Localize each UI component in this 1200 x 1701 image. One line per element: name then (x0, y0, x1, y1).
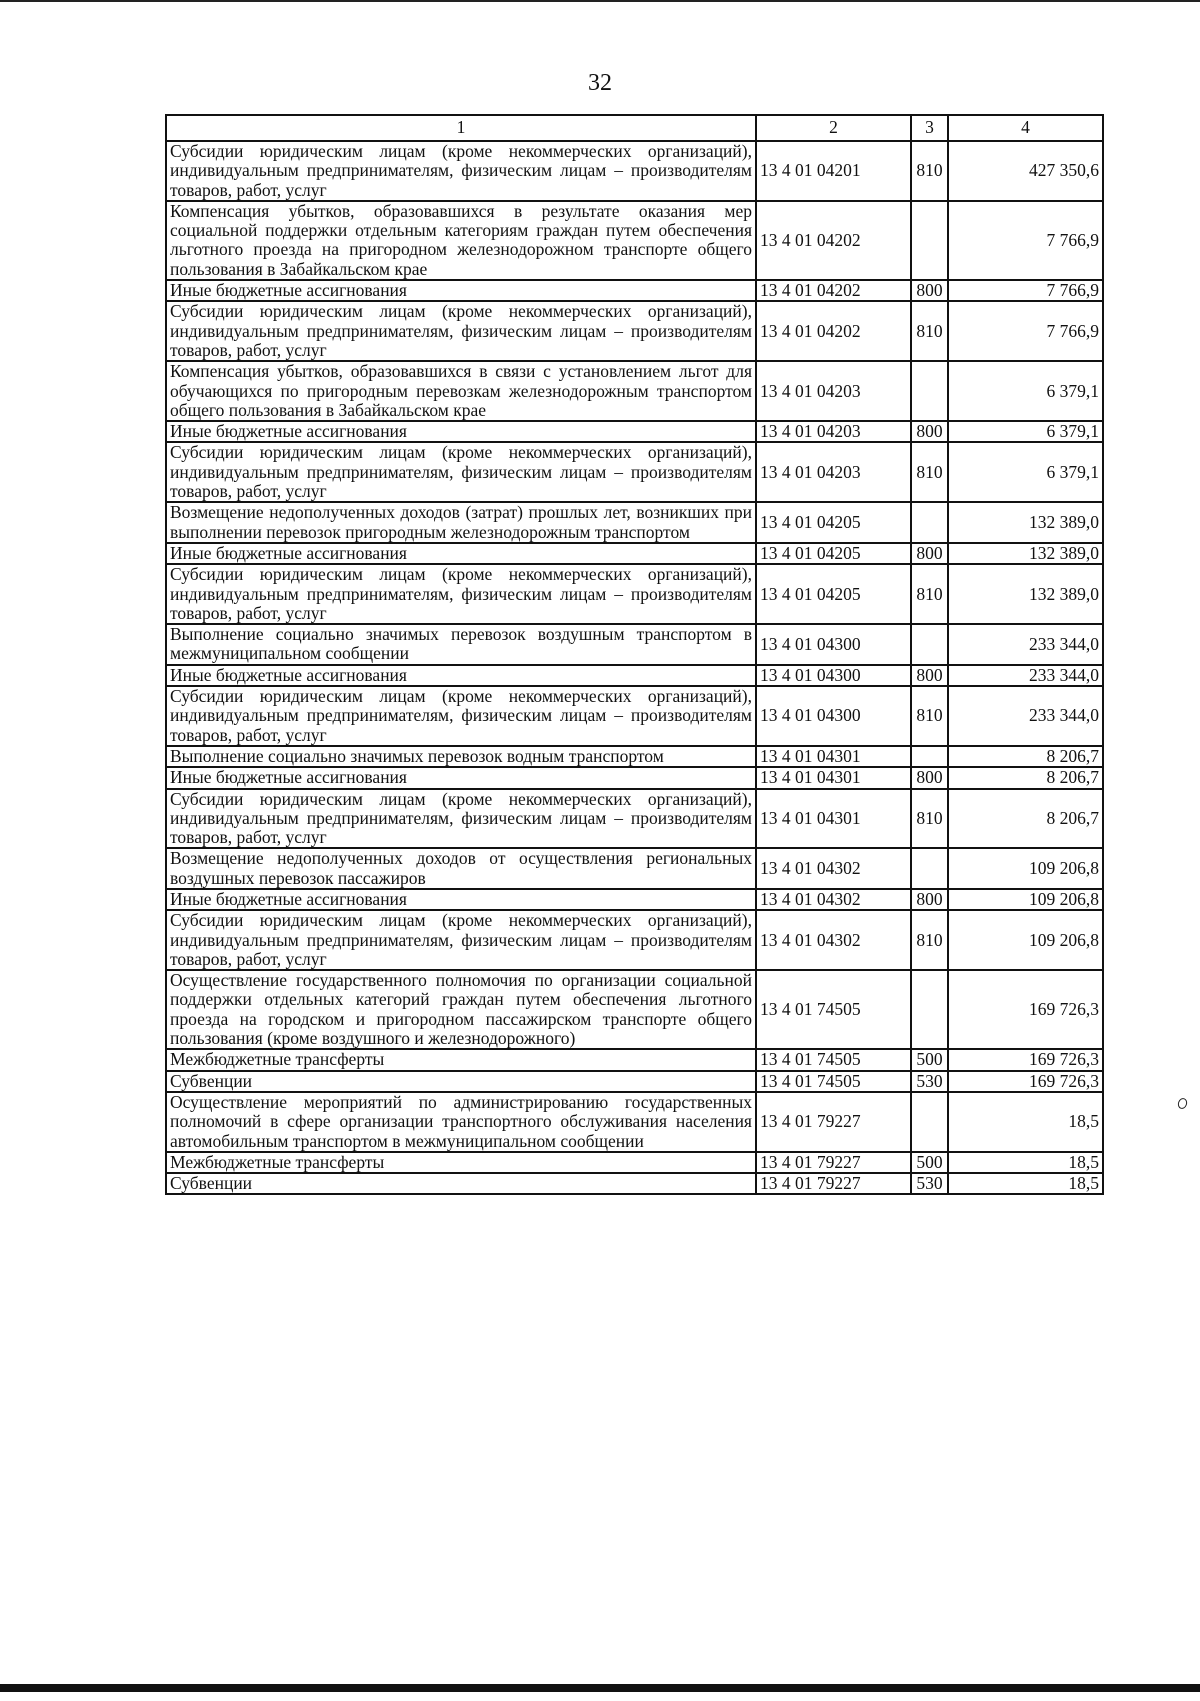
row-sum-cell: 8 206,7 (948, 746, 1103, 767)
row-sum-cell: 109 206,8 (948, 889, 1103, 910)
row-type-cell: 500 (911, 1049, 948, 1070)
row-name-cell: Субсидии юридическим лицам (кроме некоммерческих организаций), индивидуальным предпринимателям, физическим лицам – производителям товаров, работ, услуг (166, 686, 756, 746)
row-name-cell: Выполнение социально значимых перевозок водным транспортом (166, 746, 756, 767)
table-row (166, 1092, 1103, 1152)
row-sum-cell: 109 206,8 (948, 910, 1103, 970)
row-sum-cell: 233 344,0 (948, 686, 1103, 746)
row-code-cell: 13 4 01 04300 (756, 686, 911, 746)
row-code-cell: 13 4 01 04205 (756, 564, 911, 624)
row-type-cell (911, 1092, 948, 1152)
table-row (166, 361, 1103, 421)
row-code-cell: 13 4 01 74505 (756, 970, 911, 1049)
row-type-cell (911, 848, 948, 889)
row-name-cell: Компенсация убытков, образовавшихся в связи с установлением льгот для обучающихся по пригородным перевозкам железнодорожным транспортом общего пользования в Забайкальском крае (166, 361, 756, 421)
scan-edge-top (0, 0, 1200, 2)
table-header-row (166, 115, 1103, 141)
row-name-cell: Иные бюджетные ассигнования (166, 889, 756, 910)
row-code-cell: 13 4 01 04203 (756, 442, 911, 502)
table-row (166, 141, 1103, 201)
row-sum-cell: 233 344,0 (948, 624, 1103, 665)
header-cell-code: 2 (756, 115, 911, 141)
row-sum-cell: 233 344,0 (948, 665, 1103, 686)
row-name-cell: Возмещение недополученных доходов (затрат) прошлых лет, возникших при выполнении перевозок пригородным железнодорожным транспортом (166, 502, 756, 543)
row-sum-cell: 132 389,0 (948, 502, 1103, 543)
row-name-cell: Субвенции (166, 1173, 756, 1194)
row-code-cell: 13 4 01 04301 (756, 746, 911, 767)
table-row (166, 889, 1103, 910)
row-type-cell (911, 502, 948, 543)
table-row (166, 1071, 1103, 1092)
row-sum-cell: 18,5 (948, 1173, 1103, 1194)
row-code-cell: 13 4 01 04203 (756, 421, 911, 442)
row-type-cell: 530 (911, 1173, 948, 1194)
table-row (166, 1152, 1103, 1173)
row-name-cell: Возмещение недополученных доходов от осуществления региональных воздушных перевозок пассажиров (166, 848, 756, 889)
row-code-cell: 13 4 01 04302 (756, 889, 911, 910)
row-type-cell: 810 (911, 301, 948, 361)
row-sum-cell: 6 379,1 (948, 361, 1103, 421)
header-cell-name: 1 (166, 115, 756, 141)
row-type-cell: 800 (911, 665, 948, 686)
row-code-cell: 13 4 01 04201 (756, 141, 911, 201)
budget-table (165, 114, 1104, 1195)
row-type-cell: 810 (911, 910, 948, 970)
row-code-cell: 13 4 01 04301 (756, 789, 911, 849)
row-sum-cell: 109 206,8 (948, 848, 1103, 889)
table-row (166, 767, 1103, 788)
row-type-cell (911, 361, 948, 421)
row-name-cell: Компенсация убытков, образовавшихся в результате оказания мер социальной поддержки отдельным категориям граждан путем обеспечения льготного проезда на пригородном железнодорожном транспорте общего пользования в Забайкальском крае (166, 201, 756, 280)
page-number: 32 (588, 70, 612, 96)
row-name-cell: Субвенции (166, 1071, 756, 1092)
row-sum-cell: 169 726,3 (948, 1049, 1103, 1070)
row-sum-cell: 169 726,3 (948, 1071, 1103, 1092)
row-code-cell: 13 4 01 04300 (756, 624, 911, 665)
row-sum-cell: 8 206,7 (948, 767, 1103, 788)
table-row (166, 301, 1103, 361)
row-type-cell: 800 (911, 543, 948, 564)
row-name-cell: Межбюджетные трансферты (166, 1152, 756, 1173)
table-row (166, 665, 1103, 686)
row-name-cell: Иные бюджетные ассигнования (166, 665, 756, 686)
row-name-cell: Субсидии юридическим лицам (кроме некоммерческих организаций), индивидуальным предпринимателям, физическим лицам – производителям товаров, работ, услуг (166, 301, 756, 361)
table-row (166, 789, 1103, 849)
row-name-cell: Субсидии юридическим лицам (кроме некоммерческих организаций), индивидуальным предпринимателям, физическим лицам – производителям товаров, работ, услуг (166, 141, 756, 201)
row-type-cell: 500 (911, 1152, 948, 1173)
table-row (166, 624, 1103, 665)
row-sum-cell: 18,5 (948, 1152, 1103, 1173)
row-name-cell: Межбюджетные трансферты (166, 1049, 756, 1070)
row-type-cell: 810 (911, 686, 948, 746)
row-code-cell: 13 4 01 04302 (756, 848, 911, 889)
row-code-cell: 13 4 01 79227 (756, 1173, 911, 1194)
table-row (166, 1049, 1103, 1070)
table-row (166, 1173, 1103, 1194)
row-sum-cell: 132 389,0 (948, 564, 1103, 624)
row-type-cell: 810 (911, 141, 948, 201)
row-type-cell: 810 (911, 789, 948, 849)
table-row (166, 502, 1103, 543)
row-code-cell: 13 4 01 04300 (756, 665, 911, 686)
table-row (166, 543, 1103, 564)
row-type-cell: 800 (911, 280, 948, 301)
row-type-cell (911, 970, 948, 1049)
header-cell-sum: 4 (948, 115, 1103, 141)
row-code-cell: 13 4 01 04202 (756, 301, 911, 361)
row-type-cell (911, 624, 948, 665)
row-code-cell: 13 4 01 04202 (756, 201, 911, 280)
table-row (166, 442, 1103, 502)
row-type-cell: 800 (911, 421, 948, 442)
row-code-cell: 13 4 01 04205 (756, 543, 911, 564)
row-name-cell: Субсидии юридическим лицам (кроме некоммерческих организаций), индивидуальным предпринимателям, физическим лицам – производителям товаров, работ, услуг (166, 442, 756, 502)
row-name-cell: Осуществление государственного полномочия по организации социальной поддержки отдельных категорий граждан путем обеспечения льготного проезда на городском и пригородном пассажирском транспорте общего пользования (кроме воздушного и железнодорожного) (166, 970, 756, 1049)
row-type-cell: 800 (911, 767, 948, 788)
table-row (166, 910, 1103, 970)
table-row (166, 746, 1103, 767)
row-type-cell: 530 (911, 1071, 948, 1092)
row-type-cell (911, 746, 948, 767)
row-code-cell: 13 4 01 04301 (756, 767, 911, 788)
table-row (166, 848, 1103, 889)
row-sum-cell: 7 766,9 (948, 301, 1103, 361)
table-row (166, 686, 1103, 746)
row-name-cell: Субсидии юридическим лицам (кроме некоммерческих организаций), индивидуальным предпринимателям, физическим лицам – производителям товаров, работ, услуг (166, 789, 756, 849)
row-sum-cell: 427 350,6 (948, 141, 1103, 201)
row-sum-cell: 6 379,1 (948, 421, 1103, 442)
row-code-cell: 13 4 01 04205 (756, 502, 911, 543)
row-name-cell: Иные бюджетные ассигнования (166, 543, 756, 564)
scan-speck-mark (1176, 1097, 1188, 1110)
row-name-cell: Иные бюджетные ассигнования (166, 767, 756, 788)
row-name-cell: Выполнение социально значимых перевозок воздушным транспортом в межмуниципальном сообщении (166, 624, 756, 665)
table-row (166, 970, 1103, 1049)
table-row (166, 201, 1103, 280)
row-type-cell: 810 (911, 442, 948, 502)
row-code-cell: 13 4 01 79227 (756, 1152, 911, 1173)
row-type-cell: 800 (911, 889, 948, 910)
header-cell-type: 3 (911, 115, 948, 141)
row-sum-cell: 7 766,9 (948, 201, 1103, 280)
row-code-cell: 13 4 01 79227 (756, 1092, 911, 1152)
table-row (166, 421, 1103, 442)
row-sum-cell: 8 206,7 (948, 789, 1103, 849)
scan-edge-bottom (0, 1684, 1200, 1692)
row-name-cell: Субсидии юридическим лицам (кроме некоммерческих организаций), индивидуальным предпринимателям, физическим лицам – производителям товаров, работ, услуг (166, 564, 756, 624)
table-row (166, 280, 1103, 301)
row-sum-cell: 132 389,0 (948, 543, 1103, 564)
row-code-cell: 13 4 01 04202 (756, 280, 911, 301)
row-sum-cell: 7 766,9 (948, 280, 1103, 301)
row-sum-cell: 6 379,1 (948, 442, 1103, 502)
row-type-cell: 810 (911, 564, 948, 624)
row-name-cell: Осуществление мероприятий по администрированию государственных полномочий в сфере организации транспортного обслуживания населения автомобильным транспортом в межмуниципальном сообщении (166, 1092, 756, 1152)
row-name-cell: Иные бюджетные ассигнования (166, 421, 756, 442)
row-code-cell: 13 4 01 74505 (756, 1071, 911, 1092)
row-type-cell (911, 201, 948, 280)
row-name-cell: Иные бюджетные ассигнования (166, 280, 756, 301)
row-code-cell: 13 4 01 04203 (756, 361, 911, 421)
row-code-cell: 13 4 01 74505 (756, 1049, 911, 1070)
row-sum-cell: 18,5 (948, 1092, 1103, 1152)
table-row (166, 564, 1103, 624)
row-sum-cell: 169 726,3 (948, 970, 1103, 1049)
row-code-cell: 13 4 01 04302 (756, 910, 911, 970)
row-name-cell: Субсидии юридическим лицам (кроме некоммерческих организаций), индивидуальным предпринимателям, физическим лицам – производителям товаров, работ, услуг (166, 910, 756, 970)
